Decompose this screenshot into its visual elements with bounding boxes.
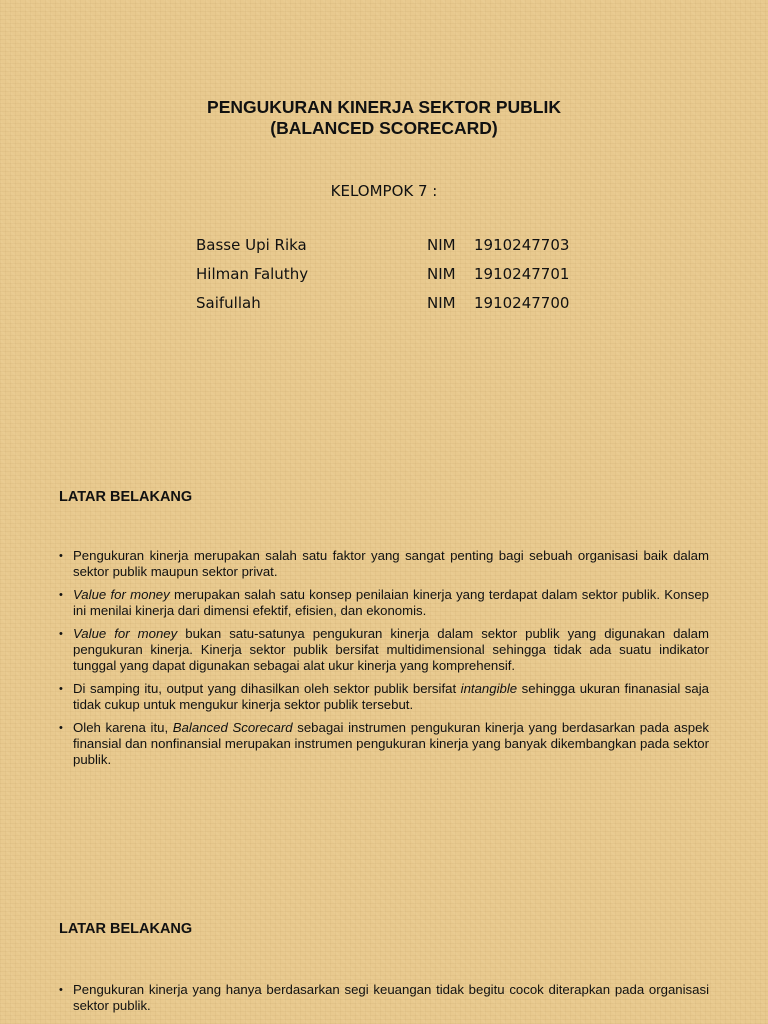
group-label: KELOMPOK 7 : <box>330 182 438 200</box>
bullet-icon: • <box>59 984 63 996</box>
nim-label: NIM <box>427 236 456 254</box>
bullet-item <box>59 681 709 713</box>
background-slide-2 <box>0 870 768 1024</box>
bullet-icon: • <box>59 589 63 601</box>
bullet-icon: • <box>59 722 63 734</box>
nim-label: NIM <box>427 294 456 312</box>
background-slide <box>0 430 768 870</box>
bullet-item <box>59 720 709 768</box>
bullet-icon: • <box>59 628 63 640</box>
title-line-2: (BALANCED SCORECARD) <box>270 118 498 138</box>
member-row <box>196 294 636 323</box>
title-slide <box>0 0 768 430</box>
member-nim: 1910247701 <box>474 265 570 283</box>
bullet-item <box>59 626 709 674</box>
member-name: Saifullah <box>196 294 261 312</box>
bullet-icon: • <box>59 550 63 562</box>
member-nim: 1910247703 <box>474 236 570 254</box>
bullet-icon: • <box>59 683 63 695</box>
member-row <box>196 236 636 265</box>
section-heading: LATAR BELAKANG <box>59 921 193 937</box>
bullet-text: Di samping itu, output yang dihasilkan oleh sektor publik bersifat <box>73 681 461 696</box>
bullet-item <box>59 587 709 619</box>
member-name: Hilman Faluthy <box>196 265 309 283</box>
bullet-list <box>59 548 709 775</box>
bullet-text: Pengukuran kinerja yang hanya berdasarkan segi keuangan tidak begitu cocok diterapkan pada organisasi sektor publik. <box>73 982 709 1013</box>
bullet-italic-term: Value for money <box>73 587 170 602</box>
bullet-list <box>59 982 709 1021</box>
nim-label: NIM <box>427 265 456 283</box>
section-heading: LATAR BELAKANG <box>59 489 193 505</box>
member-list <box>196 236 636 323</box>
bullet-text: Oleh karena itu, <box>73 720 173 735</box>
title-line-1: PENGUKURAN KINERJA SEKTOR PUBLIK <box>207 97 561 117</box>
bullet-item <box>59 982 709 1014</box>
member-row <box>196 265 636 294</box>
bullet-text: sebagai instrumen pengukuran kinerja yang berdasarkan pada aspek finansial dan nonfinansial merupakan instrumen pengukuran kinerja yang banyak dikembangkan pada sektor publik. <box>73 720 709 767</box>
bullet-italic-term: intangible <box>460 681 518 696</box>
bullet-italic-term: Balanced Scorecard <box>172 720 293 735</box>
bullet-italic-term: Value for money <box>73 626 178 641</box>
bullet-item <box>59 548 709 580</box>
member-nim: 1910247700 <box>474 294 570 312</box>
bullet-text: Pengukuran kinerja merupakan salah satu faktor yang sangat penting bagi sebuah organisasi baik dalam sektor publik maupun sektor privat. <box>73 548 709 579</box>
slide-title <box>0 97 768 139</box>
bullet-text: sehingga ukuran finanasial saja tidak cukup untuk mengukur kinerja sektor publik tersebut. <box>73 681 709 712</box>
bullet-text: merupakan salah satu konsep penilaian kinerja yang terdapat dalam sektor publik. Konsep ini menilai kinerja dari dimensi efektif, efisien, dan ekonomis. <box>73 587 709 618</box>
member-name: Basse Upi Rika <box>196 236 307 254</box>
bullet-text: bukan satu-satunya pengukuran kinerja dalam sektor publik yang digunakan dalam pengukuran kinerja. Kinerja sektor publik bersifat multidimensional sehingga tidak ada suatu indikator tunggal yang dapat digunakan sebagai alat ukur kinerja yang komprehensif. <box>73 626 709 673</box>
